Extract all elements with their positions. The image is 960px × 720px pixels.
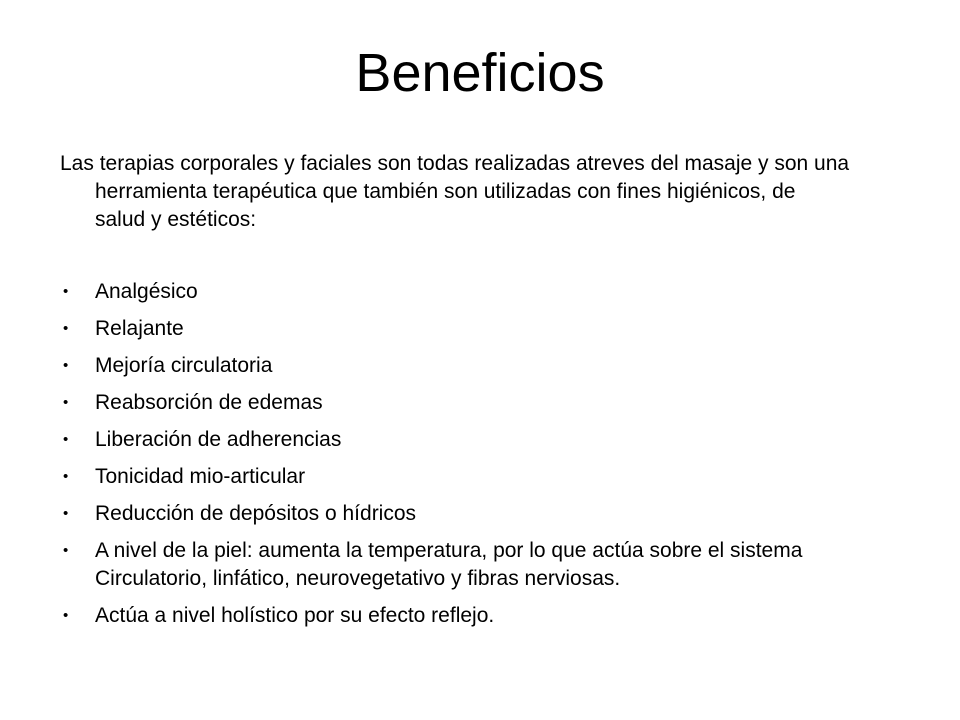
bullet-icon: •	[63, 607, 69, 624]
list-item	[60, 602, 850, 630]
bullet-icon: •	[63, 468, 69, 485]
list-item-text: Tonicidad mio-articular	[95, 465, 306, 488]
list-item-text: Liberación de adherencias	[95, 428, 342, 451]
list-item	[60, 315, 850, 343]
list-item-text: Reducción de depósitos o hídricos	[95, 502, 417, 525]
bullet-icon: •	[63, 505, 69, 522]
bullet-icon: •	[63, 542, 69, 559]
bullet-icon: •	[63, 431, 69, 448]
bullet-icon: •	[63, 320, 69, 337]
list-item-text: Analgésico	[95, 280, 198, 303]
bullet-icon: •	[63, 357, 69, 374]
list-item-text: Reabsorción de edemas	[95, 391, 323, 414]
list-item	[60, 278, 850, 306]
list-item	[60, 537, 850, 593]
list-item	[60, 426, 850, 454]
slide-body	[60, 150, 850, 639]
list-item-text: Relajante	[95, 317, 184, 340]
bullet-icon: •	[63, 394, 69, 411]
list-item-text: Mejoría circulatoria	[95, 354, 273, 377]
list-item	[60, 500, 850, 528]
bullet-icon: •	[63, 283, 69, 300]
list-item-text: A nivel de la piel: aumenta la temperatura, por lo que actúa sobre el sistema Circulatorio, linfático, neurovegetativo y fibras nerviosas.	[95, 539, 803, 590]
list-item	[60, 352, 850, 380]
benefits-list	[60, 278, 850, 630]
slide-title: Beneficios	[355, 43, 605, 103]
list-item	[60, 463, 850, 491]
list-item-text: Actúa a nivel holístico por su efecto reflejo.	[95, 604, 495, 627]
list-item	[60, 389, 850, 417]
intro-paragraph: Las terapias corporales y faciales son todas realizadas atreves del masaje y son una herramienta terapéutica que también son utilizadas con fines higiénicos, de salud y estéticos:	[60, 152, 850, 231]
